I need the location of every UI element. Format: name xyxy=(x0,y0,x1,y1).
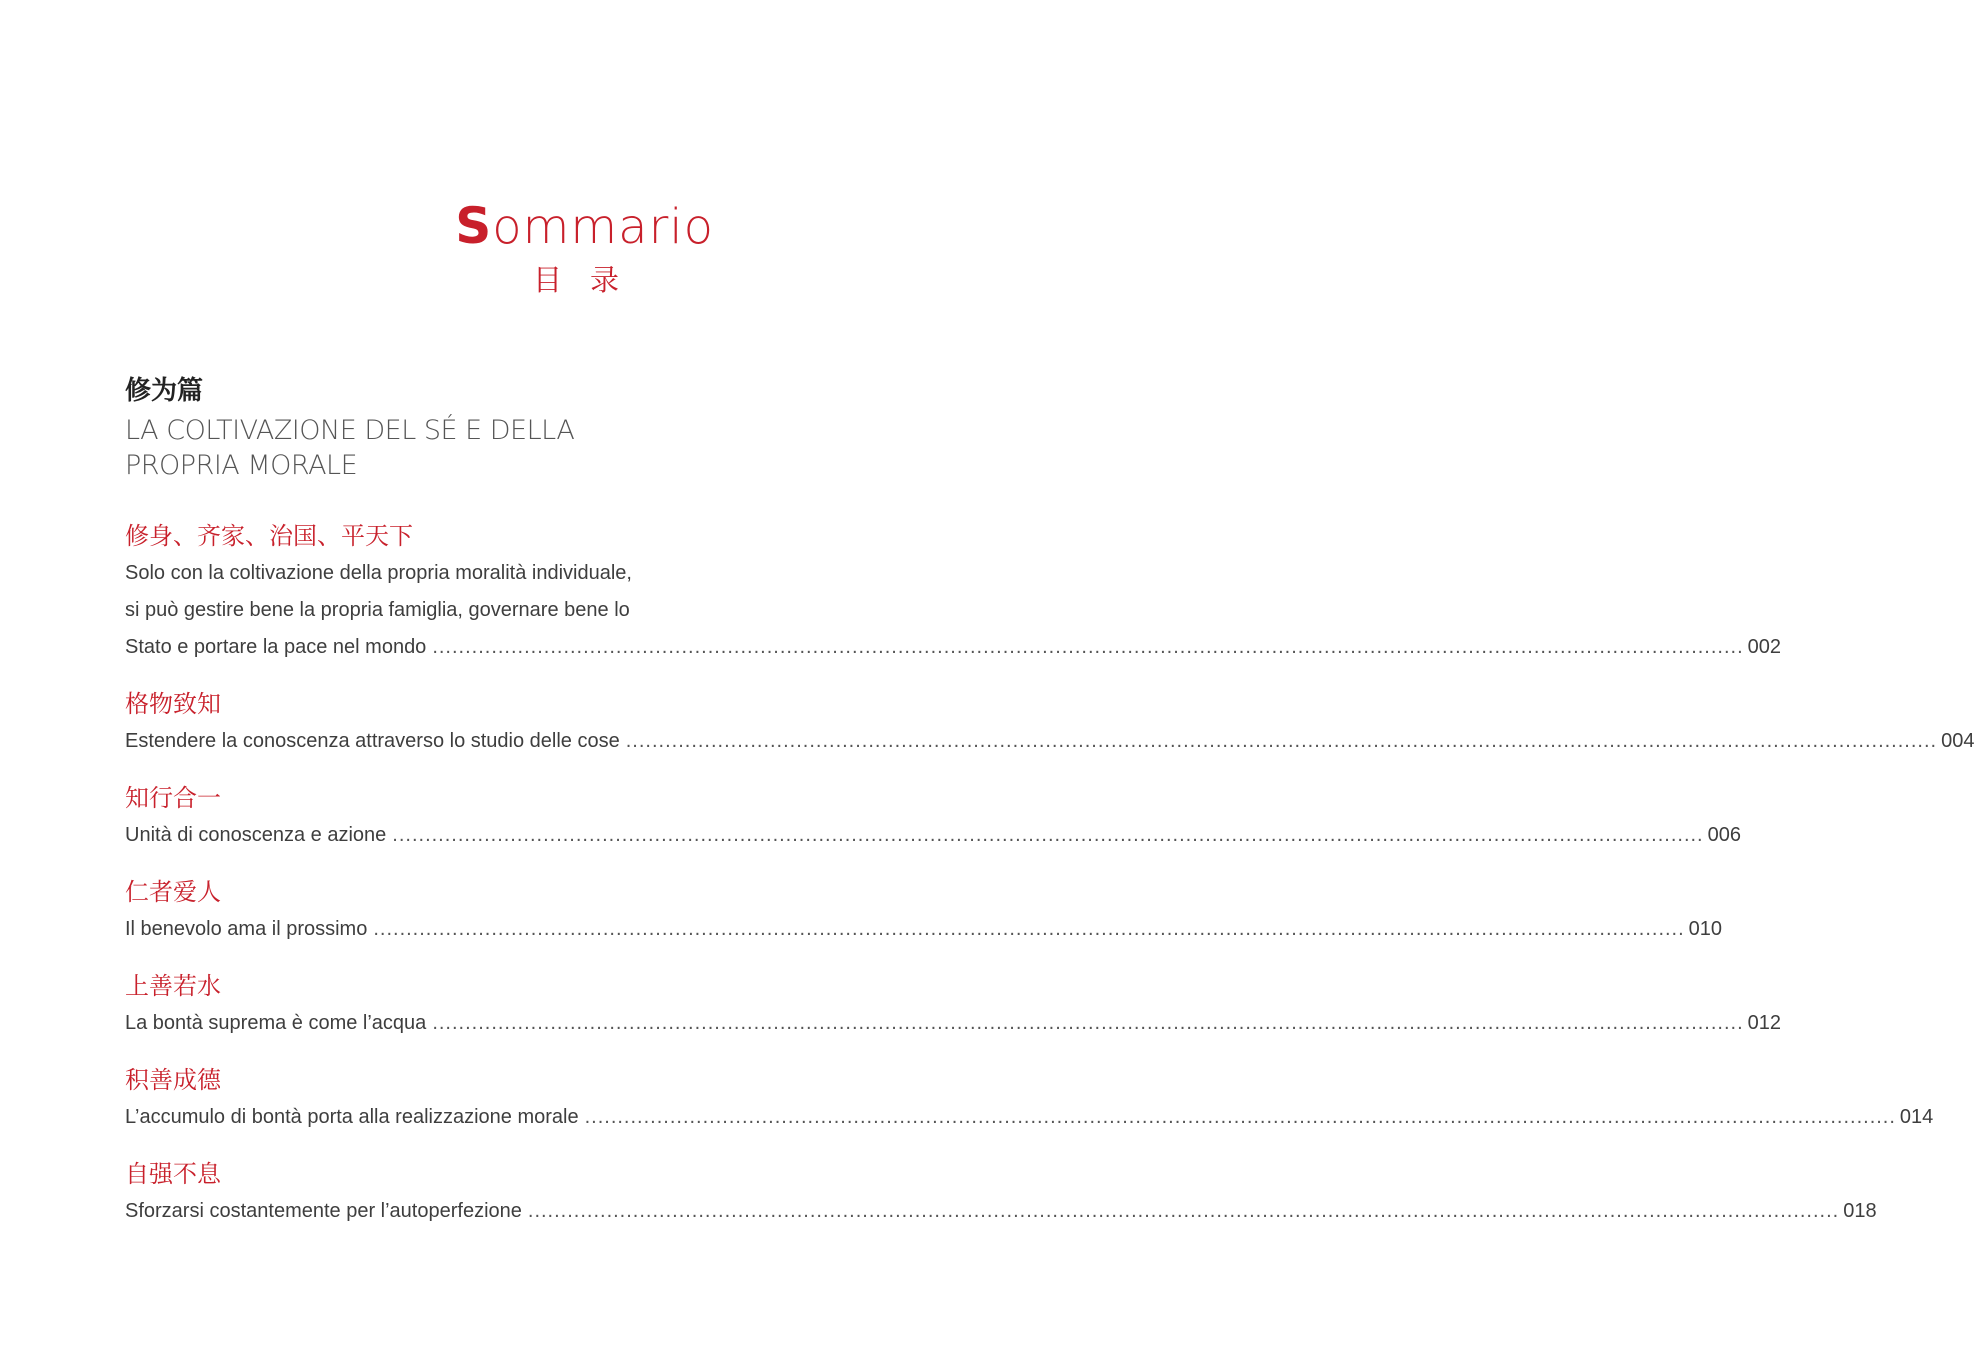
page-header xyxy=(455,198,714,255)
toc-entry-description xyxy=(125,911,1723,948)
page-number: 014 xyxy=(1899,1106,1934,1128)
toc-entry-description-line: Solo con la coltivazione della propria moralità individuale, xyxy=(125,562,632,584)
toc-entry-description-line: Stato e portare la pace nel mondo xyxy=(125,636,427,658)
page-title xyxy=(455,198,714,255)
toc-entry-description-line: Unità di conoscenza e azione xyxy=(125,824,387,846)
toc-entry-title-cn: 自强不息 xyxy=(125,1160,221,1188)
page-number: 006 xyxy=(1707,824,1741,846)
page-subtitle: 目录 xyxy=(533,263,648,297)
dot-leader: ........................................................................................................................................................................................................ xyxy=(432,1012,1744,1034)
toc-entry-description xyxy=(125,723,1974,760)
toc-entry-description-line: Il benevolo ama il prossimo xyxy=(125,918,368,940)
toc-entry-leader-line xyxy=(125,1193,1877,1230)
dot-leader: ........................................................................................................................................................................................................ xyxy=(584,1106,1896,1128)
toc-entry-description xyxy=(125,817,1741,854)
toc-entry[interactable] xyxy=(125,970,1782,1042)
dot-leader: ........................................................................................................................................................................................................ xyxy=(625,730,1938,752)
dot-leader: ........................................................................................................................................................................................................ xyxy=(432,636,1744,658)
toc-entry[interactable] xyxy=(125,876,1723,948)
page-number: 004 xyxy=(1941,730,1974,752)
dot-leader: ........................................................................................................................................................................................................ xyxy=(527,1200,1840,1222)
section-title-cn: 修为篇 xyxy=(125,376,204,406)
section-title-it-line: PROPRIA MORALE xyxy=(125,450,358,481)
toc-entry[interactable] xyxy=(125,782,1741,854)
toc-entry-description xyxy=(125,1099,1934,1136)
toc-entry-leader-line xyxy=(125,1099,1934,1136)
toc-entry-description xyxy=(125,1005,1782,1042)
toc-entry-description-line: L’accumulo di bontà porta alla realizzazione morale xyxy=(125,1106,579,1128)
toc-entry-description xyxy=(125,1193,1877,1230)
toc-content xyxy=(125,374,1974,1252)
toc-entry-description-line: si può gestire bene la propria famiglia, governare bene lo xyxy=(125,599,630,621)
toc-entry-title-cn: 格物致知 xyxy=(125,690,221,718)
toc-entry[interactable] xyxy=(125,1064,1934,1136)
toc-entry-leader-line xyxy=(125,911,1723,948)
page-number: 018 xyxy=(1843,1200,1877,1222)
toc-entry-description xyxy=(125,555,1782,666)
toc-entries xyxy=(125,520,1974,1230)
section-title-it-line: LA COLTIVAZIONE DEL SÉ E DELLA xyxy=(125,415,575,446)
toc-entry-title-cn: 修身、齐家、治国、平天下 xyxy=(125,522,413,550)
dot-leader: ........................................................................................................................................................................................................ xyxy=(392,824,1704,846)
toc-entry-leader-line xyxy=(125,817,1741,854)
page-number: 010 xyxy=(1688,918,1723,940)
title-rest: ommario xyxy=(492,199,714,255)
toc-entry-title-cn: 积善成德 xyxy=(125,1066,221,1094)
toc-entry[interactable] xyxy=(125,688,1974,760)
page-number: 012 xyxy=(1747,1012,1782,1034)
toc-entry-leader-line xyxy=(125,723,1974,760)
section-title-it xyxy=(125,413,713,483)
toc-entry-description-line: Sforzarsi costantemente per l’autoperfezione xyxy=(125,1200,522,1222)
toc-entry-title-cn: 上善若水 xyxy=(125,972,221,1000)
toc-entry-title-cn: 仁者爱人 xyxy=(125,878,221,906)
toc-entry[interactable] xyxy=(125,520,1782,666)
toc-entry-title-cn: 知行合一 xyxy=(125,784,221,812)
dot-leader: ........................................................................................................................................................................................................ xyxy=(373,918,1685,940)
page-number: 002 xyxy=(1747,636,1782,658)
toc-entry-description-line: La bontà suprema è come l’acqua xyxy=(125,1012,427,1034)
toc-entry-leader-line xyxy=(125,1005,1782,1042)
title-initial: S xyxy=(455,197,493,255)
toc-entry[interactable] xyxy=(125,1158,1877,1230)
toc-entry-description-line: Estendere la conoscenza attraverso lo studio delle cose xyxy=(125,730,620,752)
toc-entry-leader-line xyxy=(125,629,1782,666)
